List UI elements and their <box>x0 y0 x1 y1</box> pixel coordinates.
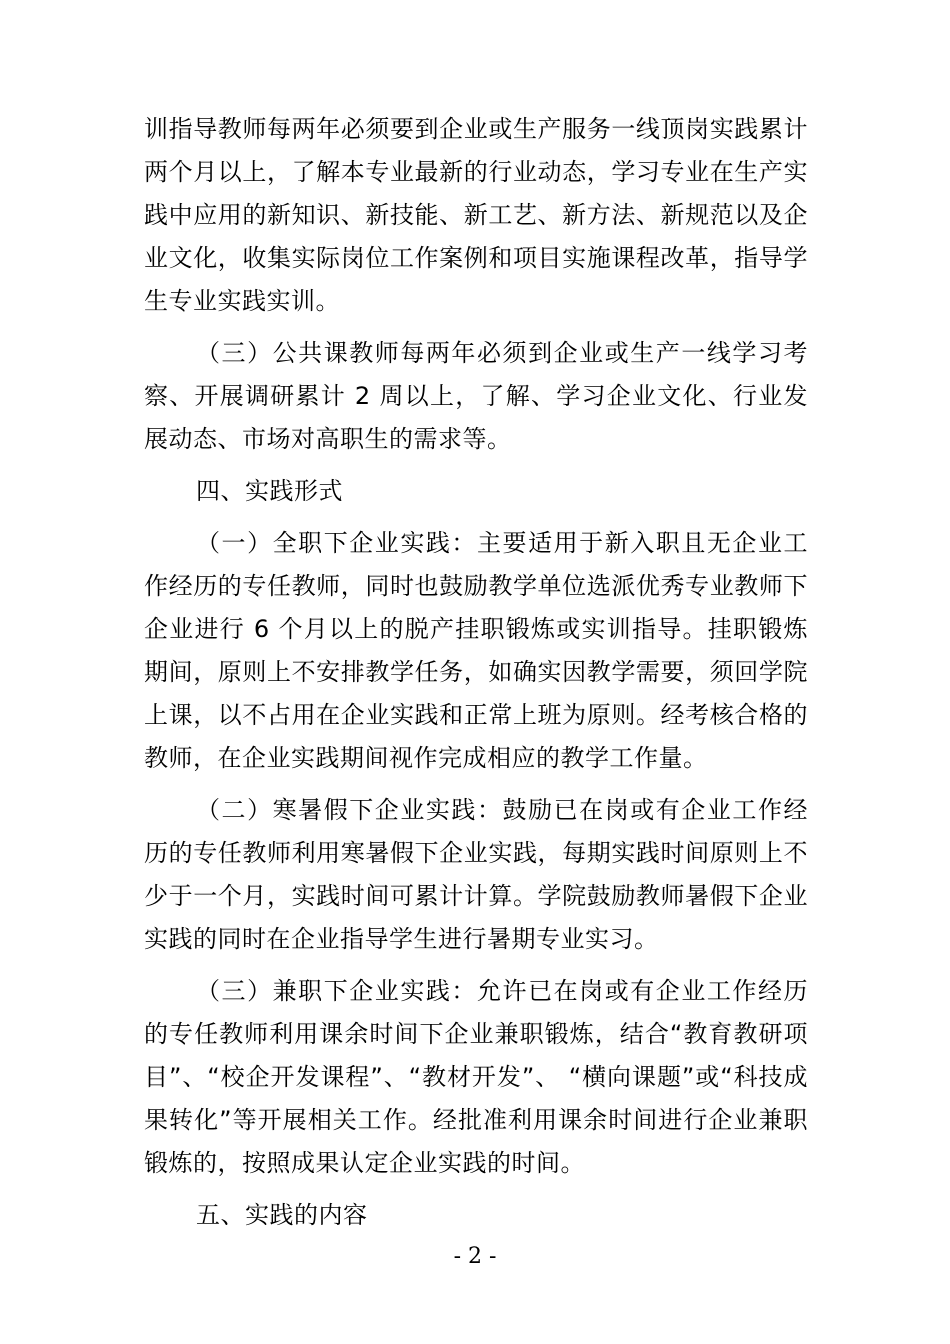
section-heading-practice-content: 五、实践的内容 <box>196 1201 368 1229</box>
paragraph-vacation-practice: （二）寒暑假下企业实践：鼓励已在岗或有企业工作经历的专任教师利用寒暑假下企业实践，每期实践时间原则上不少于一个月，实践时间可累计计算。学院鼓励教师暑假下企业实践的同时在企业指导学生进行暑期专业实习。 <box>144 796 808 953</box>
section-heading-practice-forms: 四、实践形式 <box>196 477 343 505</box>
paragraph-continuation: 训指导教师每两年必须要到企业或生产服务一线顶岗实践累计两个月以上，了解本专业最新的行业动态，学习专业在生产实践中应用的新知识、新技能、新工艺、新方法、新规范以及企业文化，收集实际岗位工作案例和项目实施课程改革，指导学生专业实践实训。 <box>144 115 808 315</box>
paragraph-full-time-practice: （一）全职下企业实践：主要适用于新入职且无企业工作经历的专任教师，同时也鼓励教学单位选派优秀专业教师下企业进行 6 个月以上的脱产挂职锻炼或实训指导。挂职锻炼期间，原则上不安排教学任务，如确实因教学需要，须回学院上课，以不占用在企业实践和正常上班为原则。经考核合格的教师，在企业实践期间视作完成相应的教学工作量。 <box>144 529 808 772</box>
paragraph-part-time-practice: （三）兼职下企业实践：允许已在岗或有企业工作经历的专任教师利用课余时间下企业兼职锻炼，结合“教育教研项目”、“校企开发课程”、“教材开发”、 “横向课题”或“科技成果转化”等开展相关工作。经批准利用课余时间进行企业兼职锻炼的，按照成果认定企业实践的时间。 <box>144 977 808 1177</box>
document-body <box>144 108 808 1246</box>
page-number: - 2 - <box>453 1244 497 1269</box>
paragraph-public-course-teachers: （三）公共课教师每两年必须到企业或生产一线学习考察、开展调研累计 2 周以上，了解、学习企业文化、行业发展动态、市场对高职生的需求等。 <box>144 339 808 453</box>
